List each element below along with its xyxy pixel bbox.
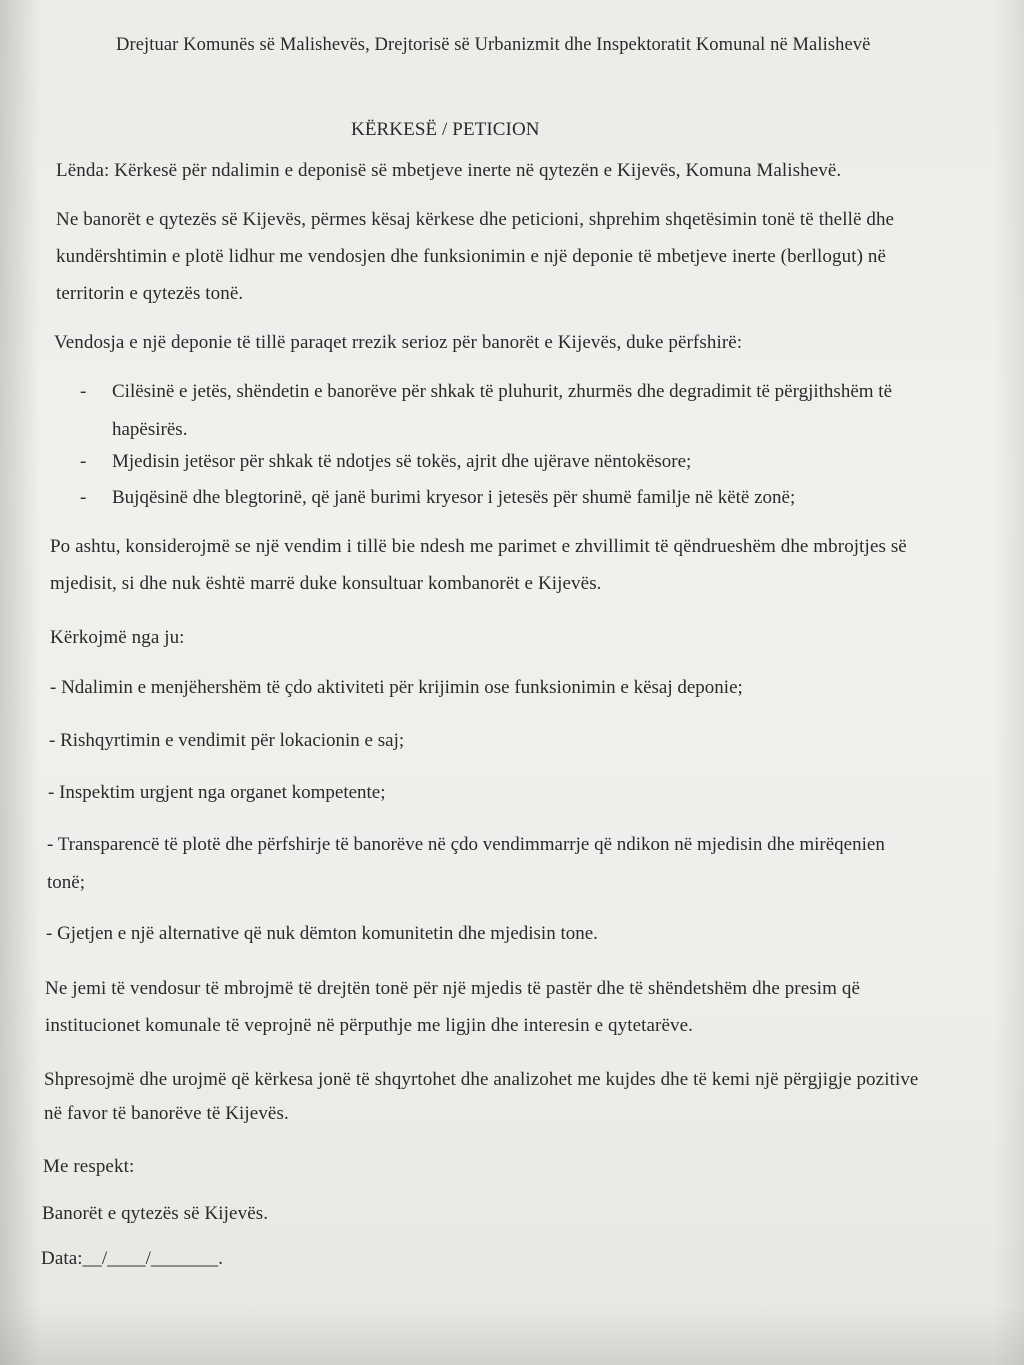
consideration-paragraph — [50, 535, 907, 609]
bullet-dash: - — [80, 487, 87, 508]
paper-shadow-bottom — [0, 1305, 1024, 1365]
list-item-text: Mjedisin jetësor për shkak të ndotjes së tokës, ajrit dhe ujërave nëntokësore; — [112, 451, 692, 472]
consideration-line: Po ashtu, konsiderojmë se një vendim i tillë bie ndesh me parimet e zhvillimit të qëndrueshëm dhe mbrojtjes së — [50, 536, 907, 557]
determination-line: institucionet komunale të veprojnë në përputhje me ligjin dhe interesin e qytetarëve. — [45, 1015, 693, 1036]
requests-intro: Kërkojmë nga ju: — [50, 627, 185, 648]
document-title: KËRKESË / PETICION — [351, 119, 540, 140]
intro-line: Ne banorët e qytezës së Kijevës, përmes kësaj kërkese dhe peticioni, shprehim shqetësimin tonë të thellë dhe — [56, 209, 895, 230]
date-line: Data:__/____/_______. — [41, 1248, 224, 1269]
bullet-dash: - — [80, 451, 87, 472]
paper-shadow-left — [0, 0, 40, 1365]
list-item-text: Cilësinë e jetës, shëndetin e banorëve për shkak të pluhurit, zhurmës dhe degradimit të përgjithshëm të — [112, 381, 893, 402]
hope-line: Shpresojmë dhe urojmë që kërkesa jonë të shqyrtohet dhe analizohet me kujdes dhe të kemi një përgjigje pozitive — [44, 1069, 919, 1090]
list-item-text: hapësirës. — [112, 419, 188, 440]
request-item-continuation: tonë; — [47, 872, 85, 893]
bullet-dash: - — [80, 381, 87, 402]
risk-intro-paragraph — [54, 331, 742, 355]
subject-line: Lënda: Kërkesë për ndalimin e deponisë së mbetjeve inerte në qytezën e Kijevës, Komuna Malishevë. — [56, 160, 842, 181]
determination-line: Ne jemi të vendosur të mbrojmë të drejtën tonë për një mjedis të pastër dhe të shëndetshëm dhe presim që — [45, 978, 861, 999]
closing-salutation: Me respekt: — [43, 1156, 135, 1177]
list-item-text: Bujqësinë dhe blegtorinë, që janë burimi kryesor i jetesës për shumë familje në këtë zonë; — [112, 487, 796, 508]
determination-paragraph — [45, 977, 860, 1051]
intro-paragraph — [56, 208, 894, 319]
paper-shadow-right — [994, 0, 1024, 1365]
request-item: - Gjetjen e një alternative që nuk dëmton komunitetin dhe mjedisin tone. — [46, 923, 598, 944]
risk-intro-line: Vendosja e një deponie të tillë paraqet rrezik serioz për banorët e Kijevës, duke përfshirë: — [54, 332, 743, 353]
request-item: - Inspektim urgjent nga organet kompetente; — [48, 782, 386, 803]
consideration-line: mjedisit, si dhe nuk është marrë duke konsultuar kombanorët e Kijevës. — [50, 573, 602, 594]
intro-line: territorin e qytezës tonë. — [56, 283, 244, 304]
hope-line: në favor të banorëve të Kijevës. — [44, 1103, 289, 1124]
hope-paragraph — [44, 1068, 918, 1136]
request-item: - Ndalimin e menjëhershëm të çdo aktiviteti për krijimin ose funksionimin e kësaj deponie; — [50, 677, 743, 698]
addressee-header: Drejtuar Komunës së Malishevës, Drejtorisë së Urbanizmit dhe Inspektoratit Komunal në Malishevë — [116, 35, 871, 55]
intro-line: kundërshtimin e plotë lidhur me vendosjen dhe funksionimin e një deponie të mbetjeve inerte (berllogut) në — [56, 246, 887, 267]
request-item: - Transparencë të plotë dhe përfshirje të banorëve në çdo vendimmarrje që ndikon në mjedisin dhe mirëqenien — [47, 834, 885, 855]
signature-line: Banorët e qytezës së Kijevës. — [42, 1203, 269, 1224]
request-item: - Rishqyrtimin e vendimit për lokacionin e saj; — [49, 730, 405, 751]
